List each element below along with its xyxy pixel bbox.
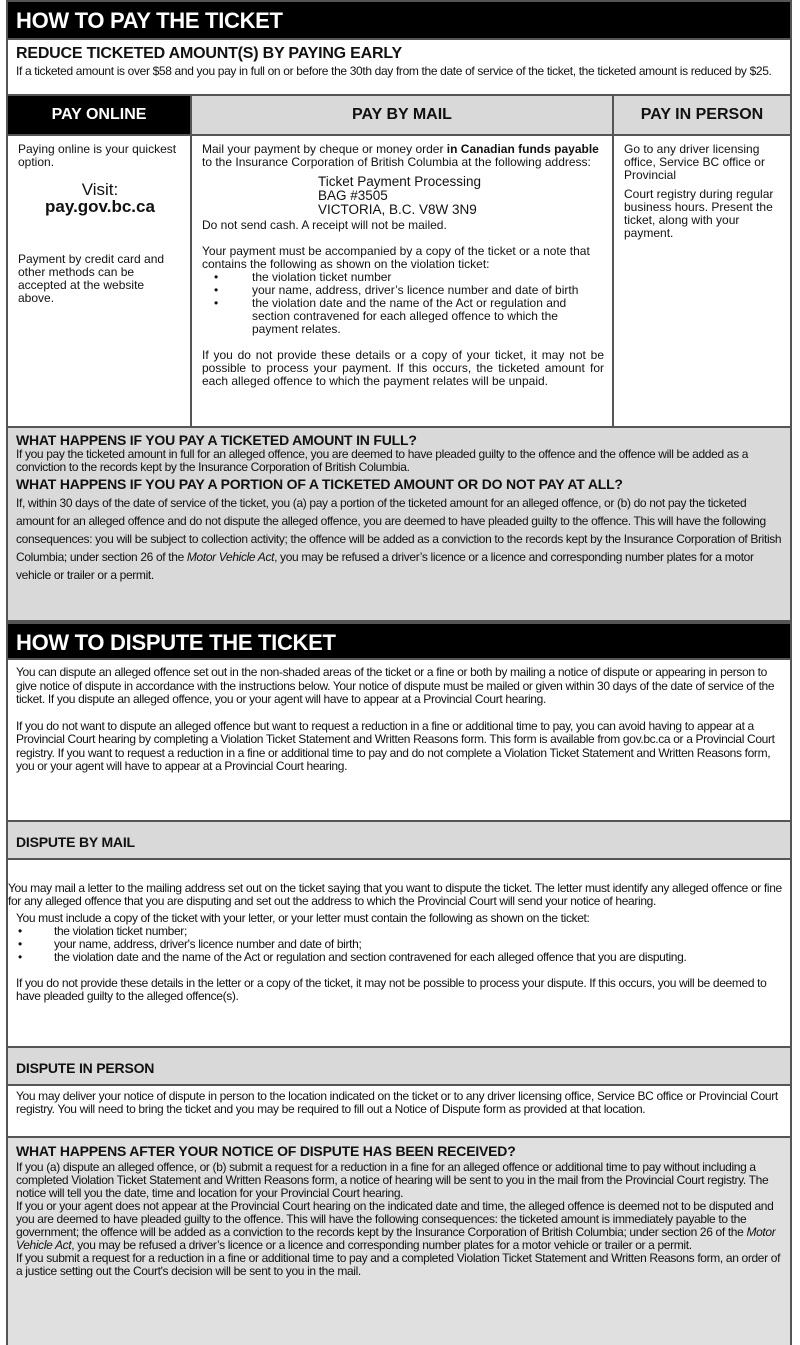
bullet-icon: • bbox=[214, 270, 219, 284]
dispute-intro-p1: You can dispute an alleged offence set out in the non-shaded areas of the ticket or a fine or both by mailing a notice of dispute or appearing in person to give notice of dispute in accordance with the instructions below. Your notice of dispute must be mailed or given within 30 days of the date of service of the ticket. If you dispute an alleged offence, you or your agent will have to appear at a Provincial Court hearing. bbox=[16, 665, 775, 706]
after-dispute-p1: If you (a) dispute an alleged offence, or (b) submit a request for a reduction in a fine for an alleged offence or additional time to pay without including a completed Violation Ticket Statement and Written Reasons form, a notice of hearing will be sent to you in the mail from the Provincial Court registry. The notice will tell you the date, time and location for your Provincial Court hearing. bbox=[16, 1160, 769, 1200]
pay-portion-text: If, within 30 days of the date of service of the ticket, you (a) pay a portion of the ticketed amount for an alleged offence, or (b) do not pay the ticketed amount for an alleged offence and do not dispute the alleged offence, you are deemed to have pleaded guilty to the offence. This will have the following consequences: you will be subject to collection activity; the offence will be added as a conviction to the records kept by the Insurance Corporation of British Columbia; under section 26 of the Motor Vehicle Act, you may be refused a driver’s licence or a licence and corresponding number plates for a motor vehicle or trailer or a permit. bbox=[16, 496, 782, 582]
after-dispute-p2: If you or your agent does not appear at the Provincial Court hearing on the indicated date and time, the alleged offence is deemed not to be disputed and you are deemed to have pleaded guilty to the offence. This will have the following consequences: the ticketed amount is immediately payable to the government; the offence will be added as a conviction to the records kept by the Insurance Corporation of British Columbia; under section 26 of the Motor Vehicle Act, you may be refused a driver’s licence or a licence and corresponding number plates for a motor vehicle or trailer or a permit. bbox=[16, 1199, 776, 1252]
list-item: • the violation ticket number; bbox=[18, 924, 187, 938]
reduce-early-text: If a ticketed amount is over $58 and you pay in full on or before the 30th day from the date of service of the ticket, the ticketed amount is reduced by $25. bbox=[16, 64, 772, 78]
dispute-by-mail-heading: DISPUTE BY MAIL bbox=[6, 822, 792, 860]
no-cash-note: Do not send cash. A receipt will not be mailed. bbox=[202, 218, 447, 232]
ticket-instructions-document bbox=[6, 0, 792, 1345]
bullet-icon: • bbox=[18, 924, 22, 938]
pay-online-column bbox=[8, 96, 192, 426]
pay-online-heading: PAY ONLINE bbox=[8, 96, 190, 136]
list-item: • your name, address, driver's licence number and date of birth; bbox=[18, 937, 362, 951]
dispute-by-mail-p1: You may mail a letter to the mailing address set out on the ticket saying that you want to dispute the ticket. The letter must identify any alleged offence or fine for any alleged offence that you are disputing and set out the address to which the Provincial Court will send your notice of hearing. bbox=[8, 881, 782, 908]
pay-online-note: Payment by credit card and other methods can be accepted at the website above. bbox=[18, 252, 165, 305]
bullet-icon: • bbox=[214, 283, 219, 297]
pay-by-mail-intro: Mail your payment by cheque or money order in Canadian funds payable to the Insurance Corporation of British Columbia at the following address: bbox=[202, 142, 599, 169]
visit-label: Visit: bbox=[81, 180, 119, 199]
after-dispute-heading: WHAT HAPPENS AFTER YOUR NOTICE OF DISPUTE HAS BEEN RECEIVED? bbox=[16, 1143, 516, 1159]
list-item: • the violation ticket number bbox=[214, 270, 392, 284]
list-item: • the violation date and the name of the Act or regulation and section contravened for each alleged offence to which the payment relates. bbox=[214, 296, 567, 336]
pay-online-url-link[interactable]: pay.gov.bc.ca bbox=[45, 197, 155, 216]
dispute-details-list bbox=[8, 925, 784, 964]
after-dispute-p3: If you submit a request for a reduction in a fine or additional time to pay and a completed Violation Ticket Statement and Written Reasons form, an order of a justice setting out the Court's decision will be sent to you in the mail. bbox=[16, 1251, 781, 1278]
pay-by-mail-heading: PAY BY MAIL bbox=[192, 96, 612, 136]
pay-in-person-column bbox=[614, 96, 790, 426]
payment-methods-table bbox=[6, 96, 792, 426]
pay-by-mail-column bbox=[192, 96, 614, 426]
list-item: • the violation date and the name of the Act or regulation and section contravened for each alleged offence that you are disputing. bbox=[18, 950, 687, 964]
pay-online-intro: Paying online is your quickest option. bbox=[18, 142, 177, 169]
pay-full-heading: WHAT HAPPENS IF YOU PAY A TICKETED AMOUNT IN FULL? bbox=[16, 432, 417, 448]
bullet-icon: • bbox=[214, 296, 219, 310]
required-details-list bbox=[202, 271, 604, 336]
pay-in-person-text-1: Go to any driver licensing office, Service BC office or Provincial bbox=[624, 142, 765, 182]
dispute-intro bbox=[6, 658, 792, 822]
dispute-in-person-heading: DISPUTE IN PERSON bbox=[6, 1048, 792, 1086]
bullet-icon: • bbox=[18, 937, 22, 951]
list-item: • your name, address, driver’s licence number and date of birth bbox=[214, 283, 579, 297]
mailing-address: Ticket Payment Processing BAG #3505 VICTORIA, B.C. V8W 3N9 bbox=[318, 174, 482, 217]
pay-portion-heading: WHAT HAPPENS IF YOU PAY A PORTION OF A TICKETED AMOUNT OR DO NOT PAY AT ALL? bbox=[16, 476, 623, 492]
missing-details-warning: If you do not provide these details or a copy of your ticket, it may not be possible to process your payment. If this occurs, the ticketed amount for each alleged offence to which the payment relates will be unpaid. bbox=[202, 348, 604, 388]
reduce-early-panel bbox=[6, 38, 792, 96]
pay-full-text: If you pay the ticketed amount in full for an alleged offence, you are deemed to have pleaded guilty to the offence and the offence will be added as a conviction to the records kept by the Insurance Corporation of British Columbia. bbox=[16, 447, 749, 474]
pay-in-person-text-2: Court registry during regular business hours. Present the ticket, along with your payment. bbox=[624, 187, 774, 240]
bullet-icon: • bbox=[18, 950, 22, 964]
dispute-by-mail-p2: You must include a copy of the ticket with your letter, or your letter must contain the following as shown on the ticket: bbox=[16, 911, 590, 925]
after-dispute-panel bbox=[6, 1138, 792, 1345]
dispute-intro-p2: If you do not want to dispute an alleged offence but want to request a reduction in a fine or additional time to pay, you can avoid having to appear at a Provincial Court hearing by completing a Violation Ticket Statement and Written Reasons form. This form is available from gov.bc.ca or a Provincial Court registry. If you want to request a reduction in a fine or additional time to pay and do not complete a Violation Ticket Statement and Written Reasons form, you or your agent will have to appear at a Provincial Court hearing. bbox=[16, 718, 775, 773]
dispute-section-title: HOW TO DISPUTE THE TICKET bbox=[6, 622, 792, 658]
reduce-early-heading: REDUCE TICKETED AMOUNT(S) BY PAYING EARLY bbox=[16, 45, 402, 62]
dispute-by-mail-panel bbox=[6, 860, 792, 1048]
dispute-in-person-text: You may deliver your notice of dispute in person to the location indicated on the ticket or to any driver licensing office, Service BC office or Provincial Court registry. You will need to bring the ticket and you may be required to fill out a Notice of Dispute form as provided at that location. bbox=[6, 1086, 792, 1138]
accompany-note: Your payment must be accompanied by a copy of the ticket or a note that contains the following as shown on the violation ticket: bbox=[202, 244, 590, 271]
pay-in-person-heading: PAY IN PERSON bbox=[614, 96, 790, 136]
pay-section-title: HOW TO PAY THE TICKET bbox=[6, 0, 792, 38]
dispute-by-mail-p3: If you do not provide these details in the letter or a copy of the ticket, it may not be possible to process your dispute. If this occurs, you will be deemed to have pleaded guilty to the alleged offence(s). bbox=[16, 976, 767, 1003]
consequences-panel bbox=[6, 426, 792, 622]
